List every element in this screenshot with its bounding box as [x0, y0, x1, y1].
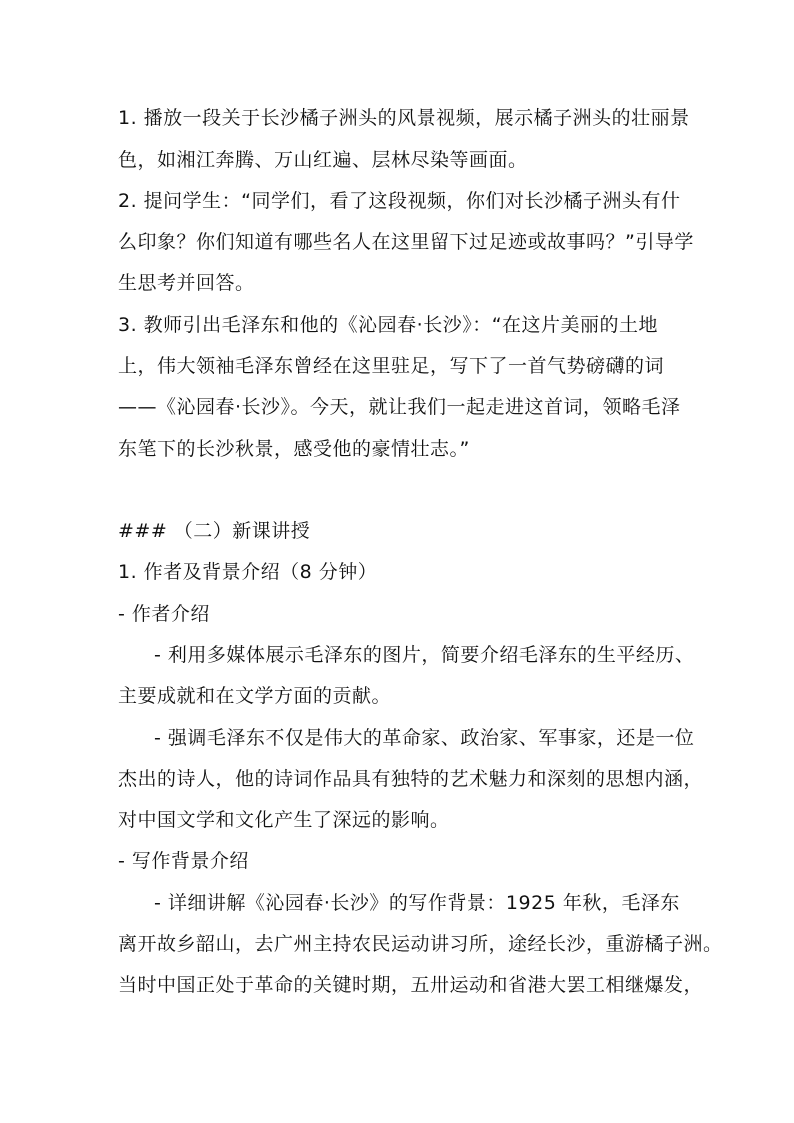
- section-heading: ### （二）新课讲授: [118, 520, 311, 542]
- text-line: 3. 教师引出毛泽东和他的《沁园春·长沙》：“在这片美丽的土地: [118, 314, 659, 336]
- text-line: 生思考并回答。: [118, 272, 255, 294]
- text-line: 色，如湘江奔腾、万山红遍、层林尽染等画面。: [118, 149, 528, 171]
- text-line: ——《沁园春·长沙》。今天，就让我们一起走进这首词，领略毛泽: [118, 396, 681, 418]
- text-line: 当时中国正处于革命的关键时期，五卅运动和省港大罢工相继爆发，: [118, 974, 704, 996]
- text-line: 2. 提问学生：“同学们，看了这段视频，你们对长沙橘子洲头有什: [118, 190, 681, 212]
- list-item: - 作者介绍: [118, 603, 210, 625]
- list-item: - 利用多媒体展示毛泽东的图片，简要介绍毛泽东的生平经历、: [154, 644, 695, 666]
- list-item: - 写作背景介绍: [118, 850, 249, 872]
- subsection-heading: 1. 作者及背景介绍（8 分钟）: [118, 561, 378, 583]
- list-item: - 详细讲解《沁园春·长沙》的写作背景：1925 年秋，毛泽东: [154, 892, 680, 914]
- list-item: - 强调毛泽东不仅是伟大的革命家、政治家、军事家，还是一位: [154, 727, 695, 749]
- text-line: 离开故乡韶山，去广州主持农民运动讲习所，途经长沙，重游橘子洲。: [118, 933, 723, 955]
- text-line: 杰出的诗人，他的诗词作品具有独特的艺术魅力和深刻的思想内涵，: [118, 768, 704, 790]
- text-line: 么印象？你们知道有哪些名人在这里留下过足迹或故事吗？”引导学: [118, 231, 694, 253]
- text-line: 上，伟大领袖毛泽东曾经在这里驻足，写下了一首气势磅礴的词: [118, 355, 665, 377]
- text-line: 东笔下的长沙秋景，感受他的豪情壮志。”: [118, 438, 470, 460]
- text-line: 对中国文学和文化产生了深远的影响。: [118, 809, 450, 831]
- text-line: 1. 播放一段关于长沙橘子洲头的风景视频，展示橘子洲头的壮丽景: [118, 107, 690, 129]
- text-line: 主要成就和在文学方面的贡献。: [118, 685, 392, 707]
